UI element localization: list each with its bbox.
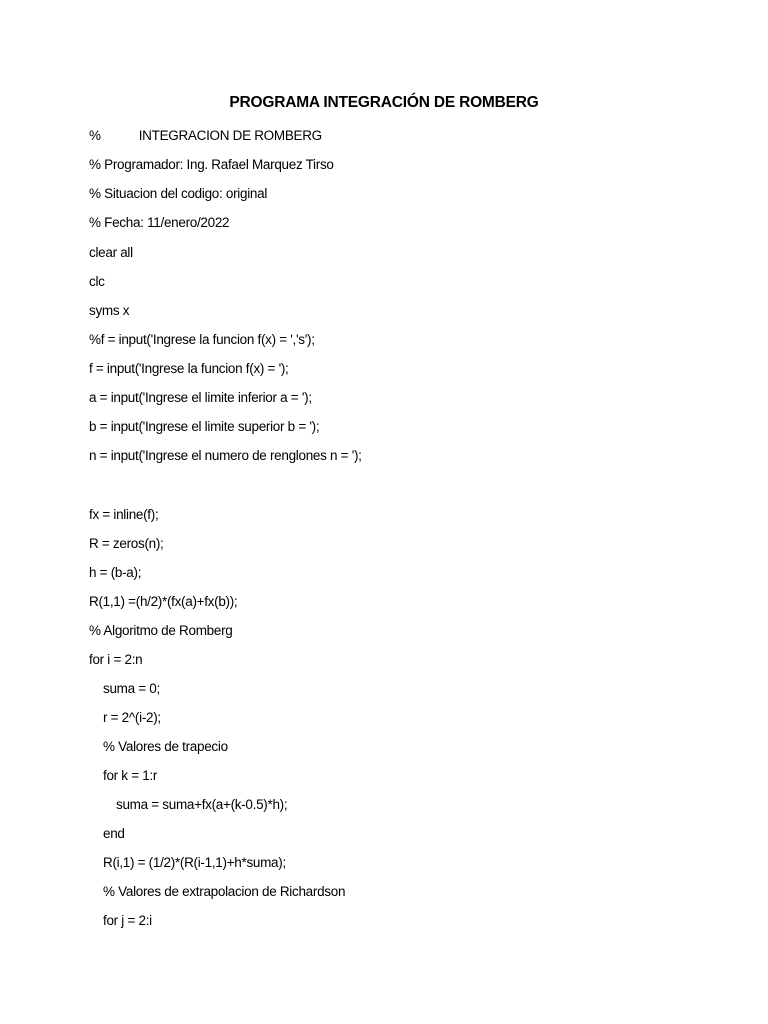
code-line: r = 2^(i-2); bbox=[103, 710, 161, 725]
code-line: f = input('Ingrese la funcion f(x) = '); bbox=[89, 361, 289, 376]
code-line: % Valores de extrapolacion de Richardson bbox=[103, 884, 346, 899]
code-line: n = input('Ingrese el numero de renglones n = '); bbox=[89, 448, 362, 463]
document-title: PROGRAMA INTEGRACIÓN DE ROMBERG bbox=[229, 94, 539, 111]
comment-mark: % bbox=[89, 128, 101, 143]
code-line: suma = 0; bbox=[103, 681, 160, 696]
code-line: %f = input('Ingrese la funcion f(x) = ','s'); bbox=[89, 332, 315, 347]
code-line: % Algoritmo de Romberg bbox=[89, 623, 233, 638]
code-line: suma = suma+fx(a+(k-0.5)*h); bbox=[116, 797, 288, 812]
code-line: R = zeros(n); bbox=[89, 536, 164, 551]
code-line: % Fecha: 11/enero/2022 bbox=[89, 215, 230, 230]
code-line: h = (b-a); bbox=[89, 565, 142, 580]
code-line: % Programador: Ing. Rafael Marquez Tirso bbox=[89, 157, 334, 172]
comment-text: INTEGRACION DE ROMBERG bbox=[138, 128, 322, 143]
code-line: R(1,1) =(h/2)*(fx(a)+fx(b)); bbox=[89, 594, 238, 609]
code-line: for i = 2:n bbox=[89, 652, 143, 667]
code-line: for j = 2:i bbox=[103, 913, 152, 928]
code-line: % Situacion del codigo: original bbox=[89, 186, 268, 201]
code-line: clear all bbox=[89, 245, 133, 260]
code-line: end bbox=[103, 826, 125, 841]
code-header-comment bbox=[89, 127, 322, 145]
code-line: clc bbox=[89, 274, 105, 289]
code-line: syms x bbox=[89, 303, 130, 318]
code-line: fx = inline(f); bbox=[89, 507, 159, 522]
code-line: b = input('Ingrese el limite superior b = '); bbox=[89, 419, 320, 434]
code-line: for k = 1:r bbox=[103, 768, 158, 783]
code-line: R(i,1) = (1/2)*(R(i-1,1)+h*suma); bbox=[103, 855, 286, 870]
code-line: % Valores de trapecio bbox=[103, 739, 228, 754]
code-line: a = input('Ingrese el limite inferior a = '); bbox=[89, 390, 312, 405]
